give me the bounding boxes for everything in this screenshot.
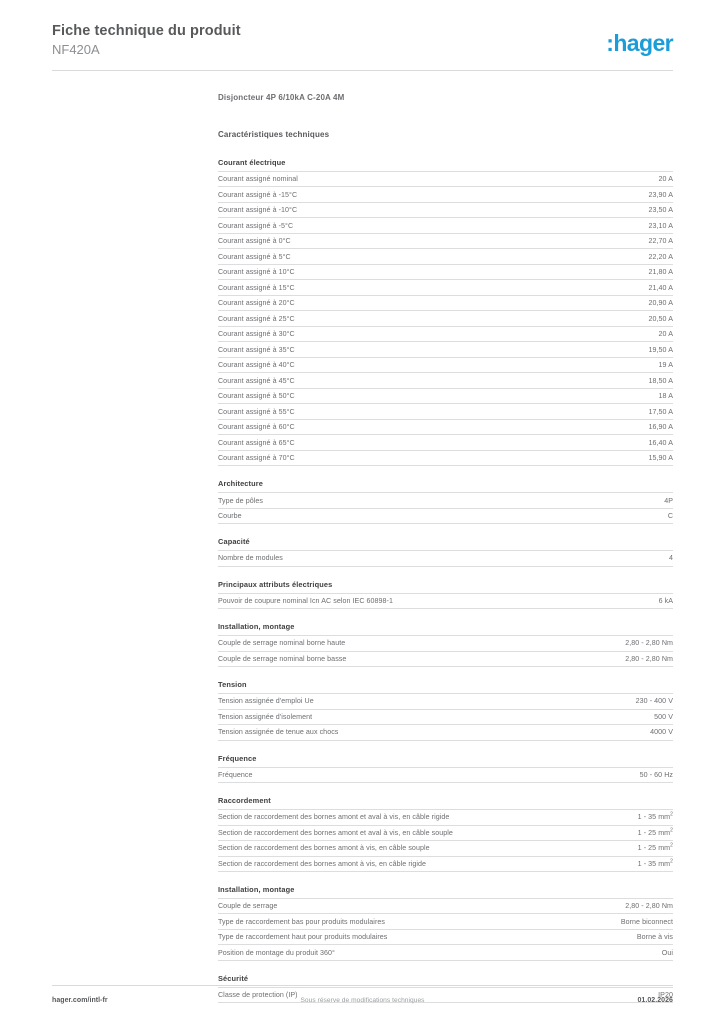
spec-value: 2,80 - 2,80 Nm	[625, 902, 673, 911]
spec-value: 15,90 A	[648, 454, 673, 463]
table-row	[218, 825, 673, 840]
spec-label: Courant assigné à 35°C	[218, 345, 295, 354]
spec-section	[218, 537, 673, 566]
spec-label: Classe de protection (IP)	[218, 991, 298, 1000]
table-row	[218, 342, 673, 357]
spec-label: Section de raccordement des bornes amont et aval à vis, en câble souple	[218, 828, 453, 837]
header-titles	[52, 22, 241, 58]
spec-label: Courant assigné à 60°C	[218, 423, 295, 432]
spec-value: 23,10 A	[648, 221, 673, 230]
spec-table	[218, 809, 673, 872]
spec-value: 19,50 A	[648, 345, 673, 354]
spec-label: Section de raccordement des bornes amont et aval à vis, en câble rigide	[218, 813, 450, 822]
spec-table	[218, 898, 673, 961]
spec-label: Pouvoir de coupure nominal Icn AC selon IEC 60898-1	[218, 596, 393, 605]
table-row	[218, 202, 673, 217]
spec-table	[218, 550, 673, 566]
spec-value: 20 A	[658, 175, 673, 184]
spec-label: Courant assigné à 30°C	[218, 330, 295, 339]
spec-value: 23,50 A	[648, 206, 673, 215]
spec-value: 17,50 A	[648, 407, 673, 416]
product-reference: NF420A	[52, 42, 100, 57]
table-row	[218, 709, 673, 724]
spec-value: Oui	[661, 948, 673, 957]
table-row	[218, 898, 673, 913]
spec-value: 22,20 A	[648, 252, 673, 261]
page-header	[52, 22, 673, 70]
table-row	[218, 388, 673, 403]
spec-label: Courant assigné à 0°C	[218, 237, 291, 246]
spec-table	[218, 492, 673, 524]
table-row	[218, 187, 673, 202]
table-row	[218, 929, 673, 944]
spec-label: Courant assigné à 45°C	[218, 376, 295, 385]
spec-value: 19 A	[658, 361, 673, 370]
spec-label: Courbe	[218, 511, 242, 520]
spec-label: Fréquence	[218, 770, 253, 779]
spec-label: Courant assigné à 55°C	[218, 407, 295, 416]
spec-value: 21,40 A	[648, 283, 673, 292]
spec-section	[218, 885, 673, 961]
table-row	[218, 233, 673, 248]
spec-value: 18,50 A	[648, 376, 673, 385]
spec-label: Courant assigné à 40°C	[218, 361, 295, 370]
spec-value: 22,70 A	[648, 237, 673, 246]
table-row	[218, 311, 673, 326]
table-row	[218, 493, 673, 508]
spec-label: Nombre de modules	[218, 554, 283, 563]
spec-value: 23,90 A	[648, 190, 673, 199]
table-row	[218, 636, 673, 651]
spec-table	[218, 767, 673, 783]
spec-label: Courant assigné à 25°C	[218, 314, 295, 323]
spec-value: 50 - 60 Hz	[639, 770, 673, 779]
spec-section	[218, 158, 673, 466]
spec-label: Couple de serrage nominal borne haute	[218, 639, 346, 648]
table-row	[218, 172, 673, 187]
spec-table	[218, 593, 673, 609]
spec-section	[218, 796, 673, 872]
spec-label: Position de montage du produit 360°	[218, 948, 335, 957]
spec-label: Type de pôles	[218, 496, 263, 505]
spec-label: Type de raccordement bas pour produits modulaires	[218, 917, 385, 926]
spec-value: Borne à vis	[636, 933, 673, 942]
spec-section	[218, 622, 673, 667]
spec-value: 4P	[664, 496, 673, 505]
table-row	[218, 914, 673, 929]
section-heading: Raccordement	[218, 796, 271, 806]
spec-label: Courant assigné à -15°C	[218, 190, 298, 199]
table-row	[218, 841, 673, 856]
spec-value: 1 - 35 $mm^2$	[637, 858, 673, 868]
specifications-title: Caractéristiques techniques	[218, 130, 330, 139]
spec-value: 16,90 A	[648, 423, 673, 432]
spec-label: Courant assigné à 70°C	[218, 454, 295, 463]
page-footer	[52, 995, 673, 1009]
table-row	[218, 280, 673, 295]
spec-label: Courant assigné à 5°C	[218, 252, 291, 261]
section-heading: Tension	[218, 680, 247, 690]
section-heading: Architecture	[218, 479, 263, 489]
spec-value: 21,80 A	[648, 268, 673, 277]
spec-label: Tension assignée de tenue aux chocs	[218, 728, 339, 737]
table-row	[218, 725, 673, 740]
footer-date: 01.02.2026	[637, 997, 673, 1004]
section-heading: Fréquence	[218, 753, 257, 763]
table-row	[218, 508, 673, 523]
table-row	[218, 435, 673, 450]
spec-value: C	[667, 511, 673, 520]
section-heading: Sécurité	[218, 973, 249, 983]
table-row	[218, 856, 673, 871]
content-column	[218, 92, 673, 1016]
spec-label: Type de raccordement haut pour produits modulaires	[218, 933, 388, 942]
product-name: Disjoncteur 4P 6/10kA C-20A 4M	[218, 93, 345, 102]
table-row	[218, 357, 673, 372]
spec-value: 2,80 - 2,80 Nm	[625, 639, 673, 648]
table-row	[218, 551, 673, 566]
spec-value: 16,40 A	[648, 438, 673, 447]
spec-label: Courant assigné à -5°C	[218, 221, 294, 230]
specification-sections	[218, 158, 673, 1003]
spec-value: 1 - 35 $mm^2$	[637, 811, 673, 822]
spec-label: Section de raccordement des bornes amont à vis, en câble rigide	[218, 859, 427, 868]
spec-value: Borne biconnect	[620, 917, 673, 926]
section-heading: Capacité	[218, 537, 250, 547]
spec-section	[218, 680, 673, 740]
spec-label: Courant assigné à 15°C	[218, 283, 295, 292]
spec-value: 1 - 25 $mm^2$	[637, 842, 673, 853]
table-row	[218, 651, 673, 666]
spec-value: 20 A	[658, 330, 673, 339]
section-heading: Installation, montage	[218, 622, 295, 632]
spec-label: Courant assigné à 50°C	[218, 392, 295, 401]
spec-label: Courant assigné à 65°C	[218, 438, 295, 447]
spec-table	[218, 693, 673, 740]
spec-value: 4	[668, 554, 673, 563]
spec-section	[218, 479, 673, 524]
table-row	[218, 218, 673, 233]
spec-label: Couple de serrage nominal borne basse	[218, 654, 347, 663]
spec-label: Courant assigné à -10°C	[218, 206, 298, 215]
spec-label: Tension assignée d'isolement	[218, 712, 313, 721]
spec-value: 20,90 A	[648, 299, 673, 308]
table-row	[218, 295, 673, 310]
spec-value: 6 kA	[658, 596, 673, 605]
table-row	[218, 326, 673, 341]
spec-value: 230 - 400 V	[635, 697, 673, 706]
spec-value: 2,80 - 2,80 Nm	[625, 654, 673, 663]
table-row	[218, 810, 673, 825]
spec-value: 18 A	[658, 392, 673, 401]
spec-label: Section de raccordement des bornes amont à vis, en câble souple	[218, 844, 430, 853]
document-title: Fiche technique du produit	[52, 23, 241, 39]
spec-value: 500 V	[654, 712, 673, 721]
table-row	[218, 767, 673, 782]
spec-table	[218, 171, 673, 466]
spec-label: Courant assigné à 20°C	[218, 299, 295, 308]
section-heading: Courant électrique	[218, 158, 286, 167]
table-row	[218, 404, 673, 419]
header-divider	[52, 70, 673, 71]
spec-value: IP20	[658, 991, 673, 1000]
spec-table	[218, 635, 673, 667]
spec-value: 1 - 25 $mm^2$	[637, 827, 673, 837]
table-row	[218, 264, 673, 279]
table-row	[218, 249, 673, 264]
section-heading: Installation, montage	[218, 884, 295, 894]
table-row	[218, 593, 673, 608]
spec-label: Tension assignée d'emploi Ue	[218, 697, 314, 706]
spec-label: Courant assigné à 10°C	[218, 268, 295, 277]
table-row	[218, 694, 673, 709]
footer-divider	[52, 985, 673, 986]
spec-section	[218, 754, 673, 783]
spec-section	[218, 580, 673, 609]
table-row	[218, 945, 673, 960]
table-row	[218, 419, 673, 434]
section-heading: Principaux attributs électriques	[218, 579, 333, 589]
spec-value: 4000 V	[650, 728, 673, 737]
footer-website[interactable]: hager.com/intl-fr	[52, 997, 108, 1004]
hager-logo: :hager	[606, 30, 673, 56]
table-row	[218, 450, 673, 465]
footer-disclaimer: Sous réserve de modifications techniques	[300, 997, 425, 1004]
spec-label: Couple de serrage	[218, 902, 278, 911]
spec-value: 20,50 A	[648, 314, 673, 323]
table-row	[218, 373, 673, 388]
spec-label: Courant assigné nominal	[218, 175, 298, 184]
